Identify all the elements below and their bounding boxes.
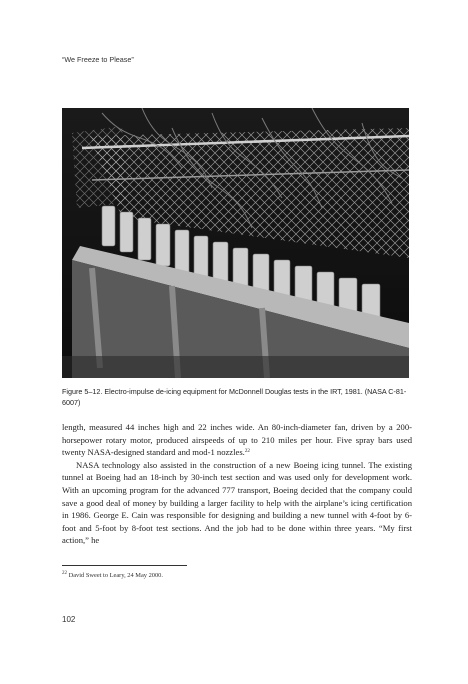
paragraph: NASA technology also assisted in the construction of a new Boeing icing tunnel. The existing tunnel at Boeing had an 18-inch by 30-inch test section and was used only for development work. With an upcoming program for the advanced 777 transport, Boeing decided that the company could save a good deal of money by building a larger facility to help with the airplane’s icing certification in 1986. George E. Cain was responsible for designing and building a new tunnel with 4-foot by 6-foot and 5-foot by 8-foot test sections. And the job had to be done within three years. “My first action,” he <box>62 459 412 546</box>
footnote-divider <box>62 565 187 566</box>
paragraph-text: length, measured 44 inches high and 22 inches wide. An 80-inch-diameter fan, driven by a 200-horsepower rotary motor, produced airspeeds of up to 210 miles per hour. Five spray bars used twenty NASA-designed standard and mod-1 nozzles. <box>62 422 412 458</box>
running-head: “We Freeze to Please” <box>62 55 134 64</box>
paragraph <box>62 421 412 459</box>
body-text <box>62 421 412 547</box>
footnote <box>62 571 402 579</box>
page-number: 102 <box>62 615 76 624</box>
figure-photo <box>62 108 409 378</box>
footnote-number: 22 <box>62 571 67 576</box>
figure-caption: Figure 5–12. Electro-impulse de-icing equipment for McDonnell Douglas tests in the IRT, 1981. (NASA C-81-6007) <box>62 387 407 407</box>
footnote-reference: 22 <box>244 449 250 455</box>
footnote-text: David Sweet to Leary, 24 May 2000. <box>68 572 163 579</box>
